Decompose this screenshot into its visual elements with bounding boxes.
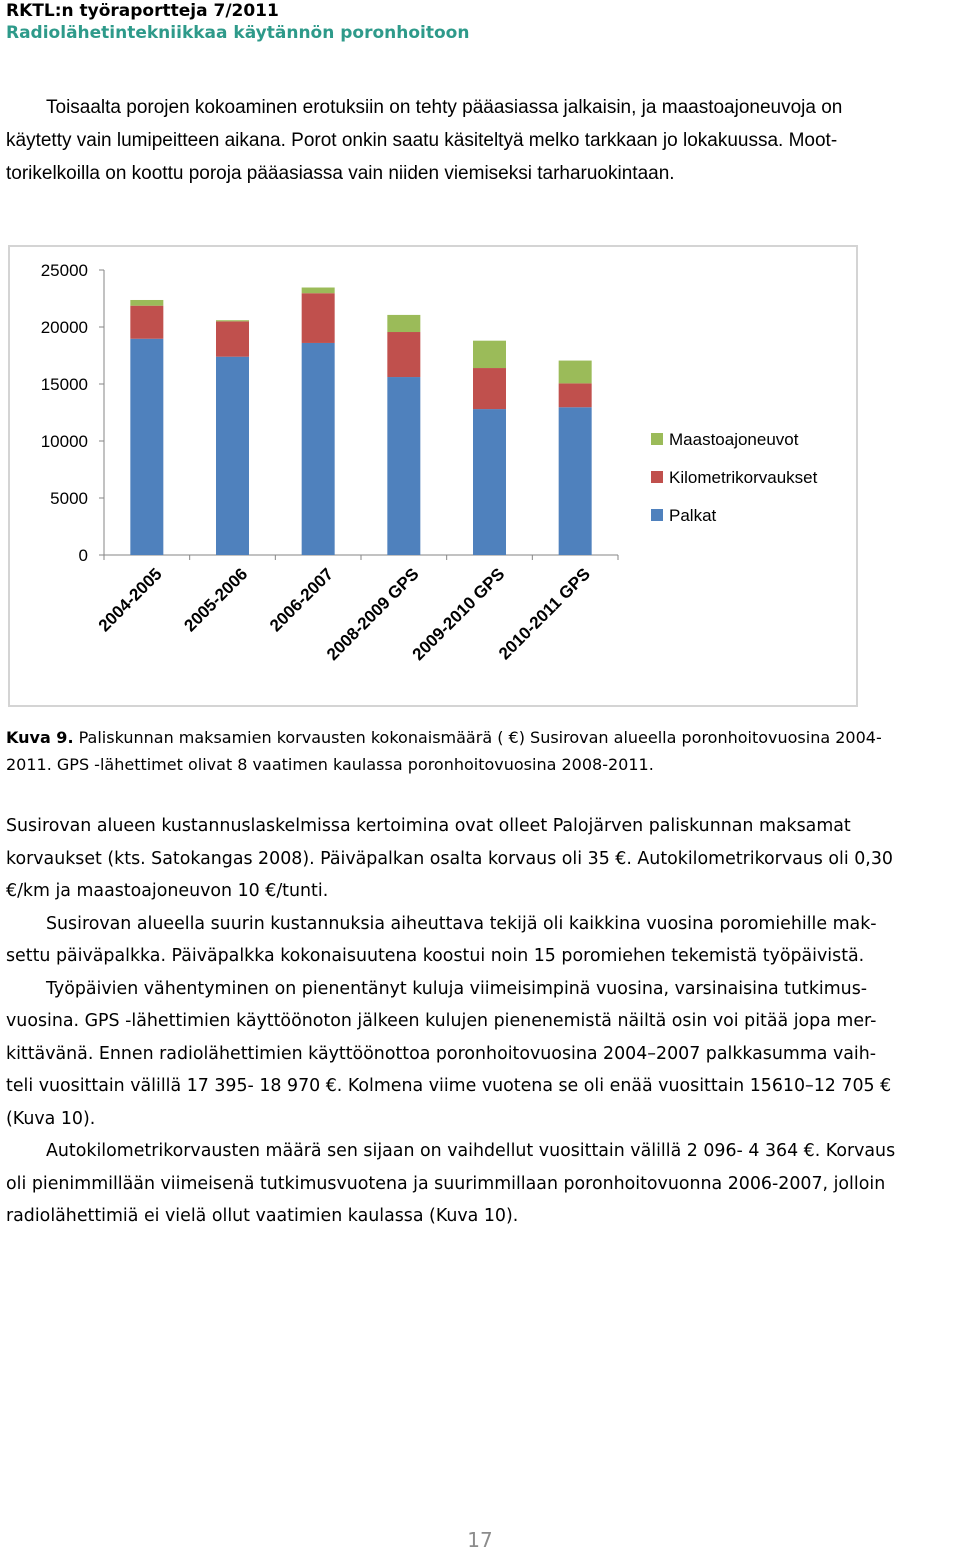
- y-tick-label: 5000: [50, 489, 88, 508]
- body-line: Työpäivien vähentyminen on pienentänyt kuluja viimeisimpinä vuosina, varsinaisina tutkimus-: [46, 978, 868, 999]
- body-line: (Kuva 10).: [6, 1108, 96, 1129]
- bar-segment: [130, 306, 163, 339]
- body-line: korvaukset (kts. Satokangas 2008). Päiväpalkan osalta korvaus oli 35 €. Autokilometrikorvaus oli 0,30: [6, 848, 893, 869]
- bar-segment: [216, 357, 249, 555]
- bar-segment: [130, 300, 163, 306]
- intro-line: torikelkoilla on koottu poroja pääasiassa vain niiden viemiseksi tarharuokintaan.: [6, 163, 675, 184]
- body-line: Autokilometrikorvausten määrä sen sijaan on vaihdellut vuosittain välillä 2 096- 4 364 €. Korvaus: [46, 1141, 896, 1161]
- bar-segment: [216, 320, 249, 321]
- bar-segment: [302, 343, 335, 555]
- bar-segment: [559, 361, 592, 384]
- legend-label: Maastoajoneuvot: [669, 430, 799, 449]
- bar-segment: [473, 368, 506, 409]
- figure-caption: [6, 724, 956, 778]
- stacked-bar-chart: [10, 247, 856, 705]
- x-tick-label: 2004-2005: [94, 564, 166, 636]
- legend-label: Kilometrikorvaukset: [669, 468, 818, 487]
- y-tick-label: 20000: [40, 318, 88, 337]
- body-line: radiolähettimiä ei vielä ollut vaatimien kaulassa (Kuva 10).: [6, 1206, 519, 1226]
- caption-label: Kuva 9.: [6, 728, 74, 747]
- bar-segment: [302, 293, 335, 343]
- body-line: oli pienimmillään viimeisenä tutkimusvuotena ja suurimmillaan poronhoitovuonna 2006-2007, jolloin: [6, 1173, 886, 1194]
- report-series: RKTL:n työraportteja 7/2011: [6, 1, 279, 21]
- intro-paragraph: [6, 91, 956, 190]
- x-tick-label: 2010-2011 GPS: [495, 564, 594, 664]
- x-tick-label: 2005-2006: [180, 564, 252, 636]
- y-tick-label: 10000: [40, 432, 88, 451]
- body-line: Susirovan alueen kustannuslaskelmissa kertoimina ovat olleet Palojärven paliskunnan maksamat: [6, 816, 851, 836]
- body-line: teli vuosittain välillä 17 395- 18 970 €. Kolmena viime vuotena se oli enää vuosittain 15610–12 705 €: [6, 1076, 892, 1096]
- body-line: vuosina. GPS -lähettimien käyttöönoton jälkeen kulujen pienenemistä näiltä osin voi pitää jopa mer-: [6, 1011, 877, 1031]
- running-header: [6, 0, 469, 44]
- bar-segment: [387, 315, 420, 332]
- legend-label: Palkat: [669, 506, 717, 525]
- x-tick-label: 2008-2009 GPS: [323, 564, 423, 665]
- y-tick-label: 25000: [40, 261, 88, 280]
- bar-segment: [559, 383, 592, 407]
- body-line: €/km ja maastoajoneuvon 10 €/tunti.: [6, 881, 329, 901]
- body-line: kittävänä. Ennen radiolähettimien käyttöönottoa poronhoitovuosina 2004–2007 palkkasumma vaih-: [6, 1043, 877, 1064]
- y-tick-label: 0: [78, 546, 88, 565]
- bar-segment: [559, 407, 592, 555]
- bar-segment: [302, 288, 335, 294]
- report-title: Radiolähetintekniikkaa käytännön poronhoitoon: [6, 23, 470, 43]
- bar-segment: [387, 332, 420, 377]
- page-number: 17: [467, 1528, 493, 1552]
- bar-segment: [473, 409, 506, 555]
- legend-swatch: [651, 471, 663, 483]
- caption-text: 2011. GPS -lähettimet olivat 8 vaatimen kaulassa poronhoitovuosina 2008-2011.: [6, 755, 654, 774]
- bar-segment: [387, 377, 420, 555]
- legend-swatch: [651, 509, 663, 521]
- body-line: settu päiväpalkka. Päiväpalkka kokonaisuutena koostui noin 15 poromiehen tekemistä työpäivistä.: [6, 946, 865, 966]
- x-tick-label: 2006-2007: [266, 564, 337, 636]
- intro-line: Toisaalta porojen kokoaminen erotuksiin on tehty pääasiassa jalkaisin, ja maastoajoneuvoja on: [46, 97, 843, 118]
- bar-segment: [216, 321, 249, 356]
- body-text: [6, 810, 956, 1233]
- bar-segment: [473, 341, 506, 368]
- bar-segment: [130, 339, 163, 555]
- y-tick-label: 15000: [40, 375, 88, 394]
- figure-chart: [8, 245, 858, 707]
- x-tick-label: 2009-2010 GPS: [408, 564, 509, 665]
- intro-line: käytetty vain lumipeitteen aikana. Porot onkin saatu käsiteltyä melko tarkkaan jo lokakuussa. Moot-: [6, 130, 838, 151]
- legend-swatch: [651, 433, 663, 445]
- caption-text: Paliskunnan maksamien korvausten kokonaismäärä ( €) Susirovan alueella poronhoitovuosina 2004-: [73, 728, 882, 747]
- body-line: Susirovan alueella suurin kustannuksia aiheuttava tekijä oli kaikkina vuosina poromiehille mak-: [46, 913, 877, 934]
